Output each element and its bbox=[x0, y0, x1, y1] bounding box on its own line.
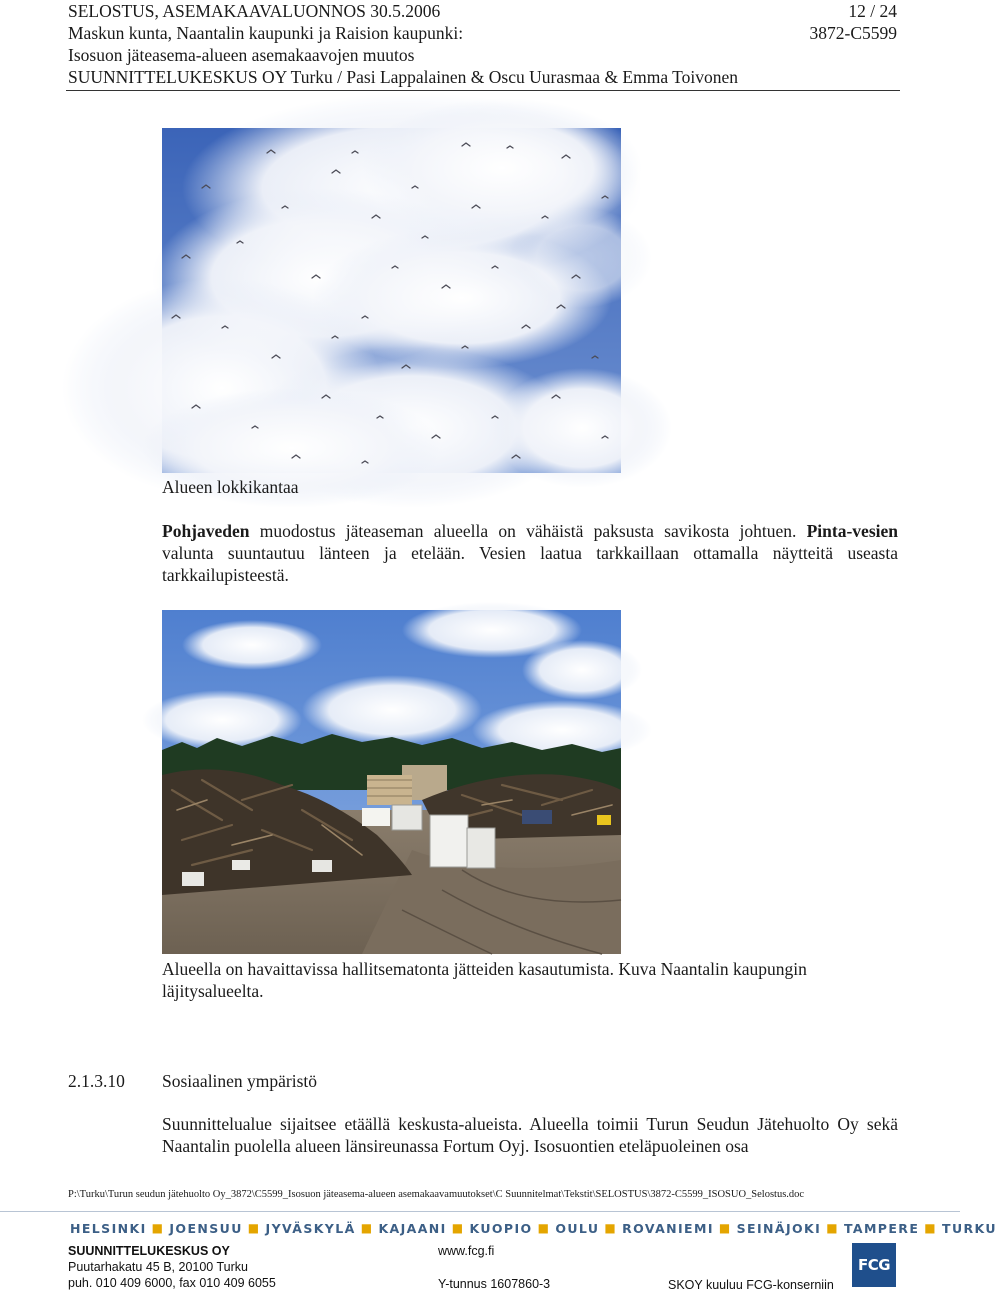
footer-website-link[interactable]: www.fcg.fi bbox=[438, 1244, 495, 1258]
footer-file-path: P:\Turku\Turun seudun jätehuolto Oy_3872\C5599_Isosuon jäteasema-alueen asemakaavamuutokset\C Suunnitelmat\Tekstit\SELOSTUS\3872-C5599_ISOSUO_Selostus.doc bbox=[68, 1189, 805, 1200]
fcg-logo bbox=[852, 1243, 896, 1287]
city-separator: ■ bbox=[360, 1221, 374, 1235]
photo1-caption: Alueen lokkikantaa bbox=[162, 477, 299, 497]
city-kuopio: KUOPIO bbox=[469, 1220, 533, 1236]
footer-phone: puh. 010 409 6000, fax 010 409 6055 bbox=[68, 1276, 276, 1290]
section-number: 2.1.3.10 bbox=[68, 1071, 125, 1091]
term-groundwater: Pohjaveden bbox=[162, 521, 250, 541]
footer-city-list bbox=[70, 1219, 997, 1237]
city-separator: ■ bbox=[604, 1221, 618, 1235]
text-surface-water: valunta suuntautuu länteen ja etelään. Vesien laatua tarkkaillaan ottamalla näytteitä useasta tarkkailupisteestä. bbox=[162, 543, 898, 585]
city-seinajoki: SEINÄJOKI bbox=[736, 1220, 822, 1236]
fcg-logo-text: FCG bbox=[857, 1256, 891, 1274]
city-tampere: TAMPERE bbox=[843, 1220, 920, 1236]
city-separator: ■ bbox=[537, 1221, 551, 1235]
city-separator: ■ bbox=[451, 1221, 465, 1235]
footer-company-name: SUUNNITTELUKESKUS OY bbox=[68, 1244, 230, 1258]
city-separator: ■ bbox=[924, 1221, 938, 1235]
header-doc-title: SELOSTUS, ASEMAKAAVALUONNOS 30.5.2006 bbox=[68, 1, 441, 21]
header-project-code: 3872-C5599 bbox=[809, 23, 897, 43]
header-rule bbox=[66, 90, 900, 91]
city-separator: ■ bbox=[718, 1221, 732, 1235]
city-helsinki: HELSINKI bbox=[70, 1220, 147, 1236]
city-jyvaskyla: JYVÄSKYLÄ bbox=[265, 1220, 356, 1236]
footer-business-id: Y-tunnus 1607860-3 bbox=[438, 1277, 551, 1291]
text-groundwater: muodostus jäteaseman alueella on vähäistä paksusta savikosta johtuen. bbox=[249, 521, 807, 541]
photo-waste-heaps bbox=[162, 610, 621, 954]
city-separator: ■ bbox=[151, 1221, 165, 1235]
header-client: Maskun kunta, Naantalin kaupunki ja Raision kaupunki: bbox=[68, 23, 464, 43]
footer-rule bbox=[0, 1211, 960, 1212]
city-separator: ■ bbox=[247, 1221, 261, 1235]
header-authors: SUUNNITTELUKESKUS OY Turku / Pasi Lappalainen & Oscu Uurasmaa & Emma Toivonen bbox=[68, 67, 739, 87]
term-surface-water: Pinta-vesien bbox=[806, 521, 898, 541]
section-title: Sosiaalinen ympäristö bbox=[162, 1071, 318, 1091]
city-oulu: OULU bbox=[555, 1220, 600, 1236]
paragraph-social-environment: Suunnittelualue sijaitsee etäällä keskusta-alueista. Alueella toimii Turun Seudun Jätehuolto Oy sekä Naantalin puolella alueen länsireunassa Fortum Oyj. Isosuontien eteläpuoleinen osa bbox=[162, 1114, 898, 1156]
header-project-name: Isosuon jäteasema-alueen asemakaavojen muutos bbox=[68, 45, 415, 65]
footer-address: Puutarhakatu 45 B, 20100 Turku bbox=[68, 1260, 248, 1274]
footer-group-note: SKOY kuuluu FCG-konserniin bbox=[668, 1278, 834, 1292]
city-rovaniemi: ROVANIEMI bbox=[622, 1220, 714, 1236]
photo-gulls bbox=[162, 128, 621, 473]
city-joensuu: JOENSUU bbox=[169, 1220, 243, 1236]
city-kajaani: KAJAANI bbox=[378, 1220, 447, 1236]
header-page-number: 12 / 24 bbox=[848, 1, 897, 21]
city-separator: ■ bbox=[826, 1221, 839, 1235]
city-turku: TURKU bbox=[942, 1220, 997, 1236]
photo2-caption: Alueella on havaittavissa hallitsematonta jätteiden kasautumista. Kuva Naantalin kaupungin läjitysalueelta. bbox=[162, 959, 807, 1001]
paragraph-groundwater bbox=[162, 520, 898, 586]
